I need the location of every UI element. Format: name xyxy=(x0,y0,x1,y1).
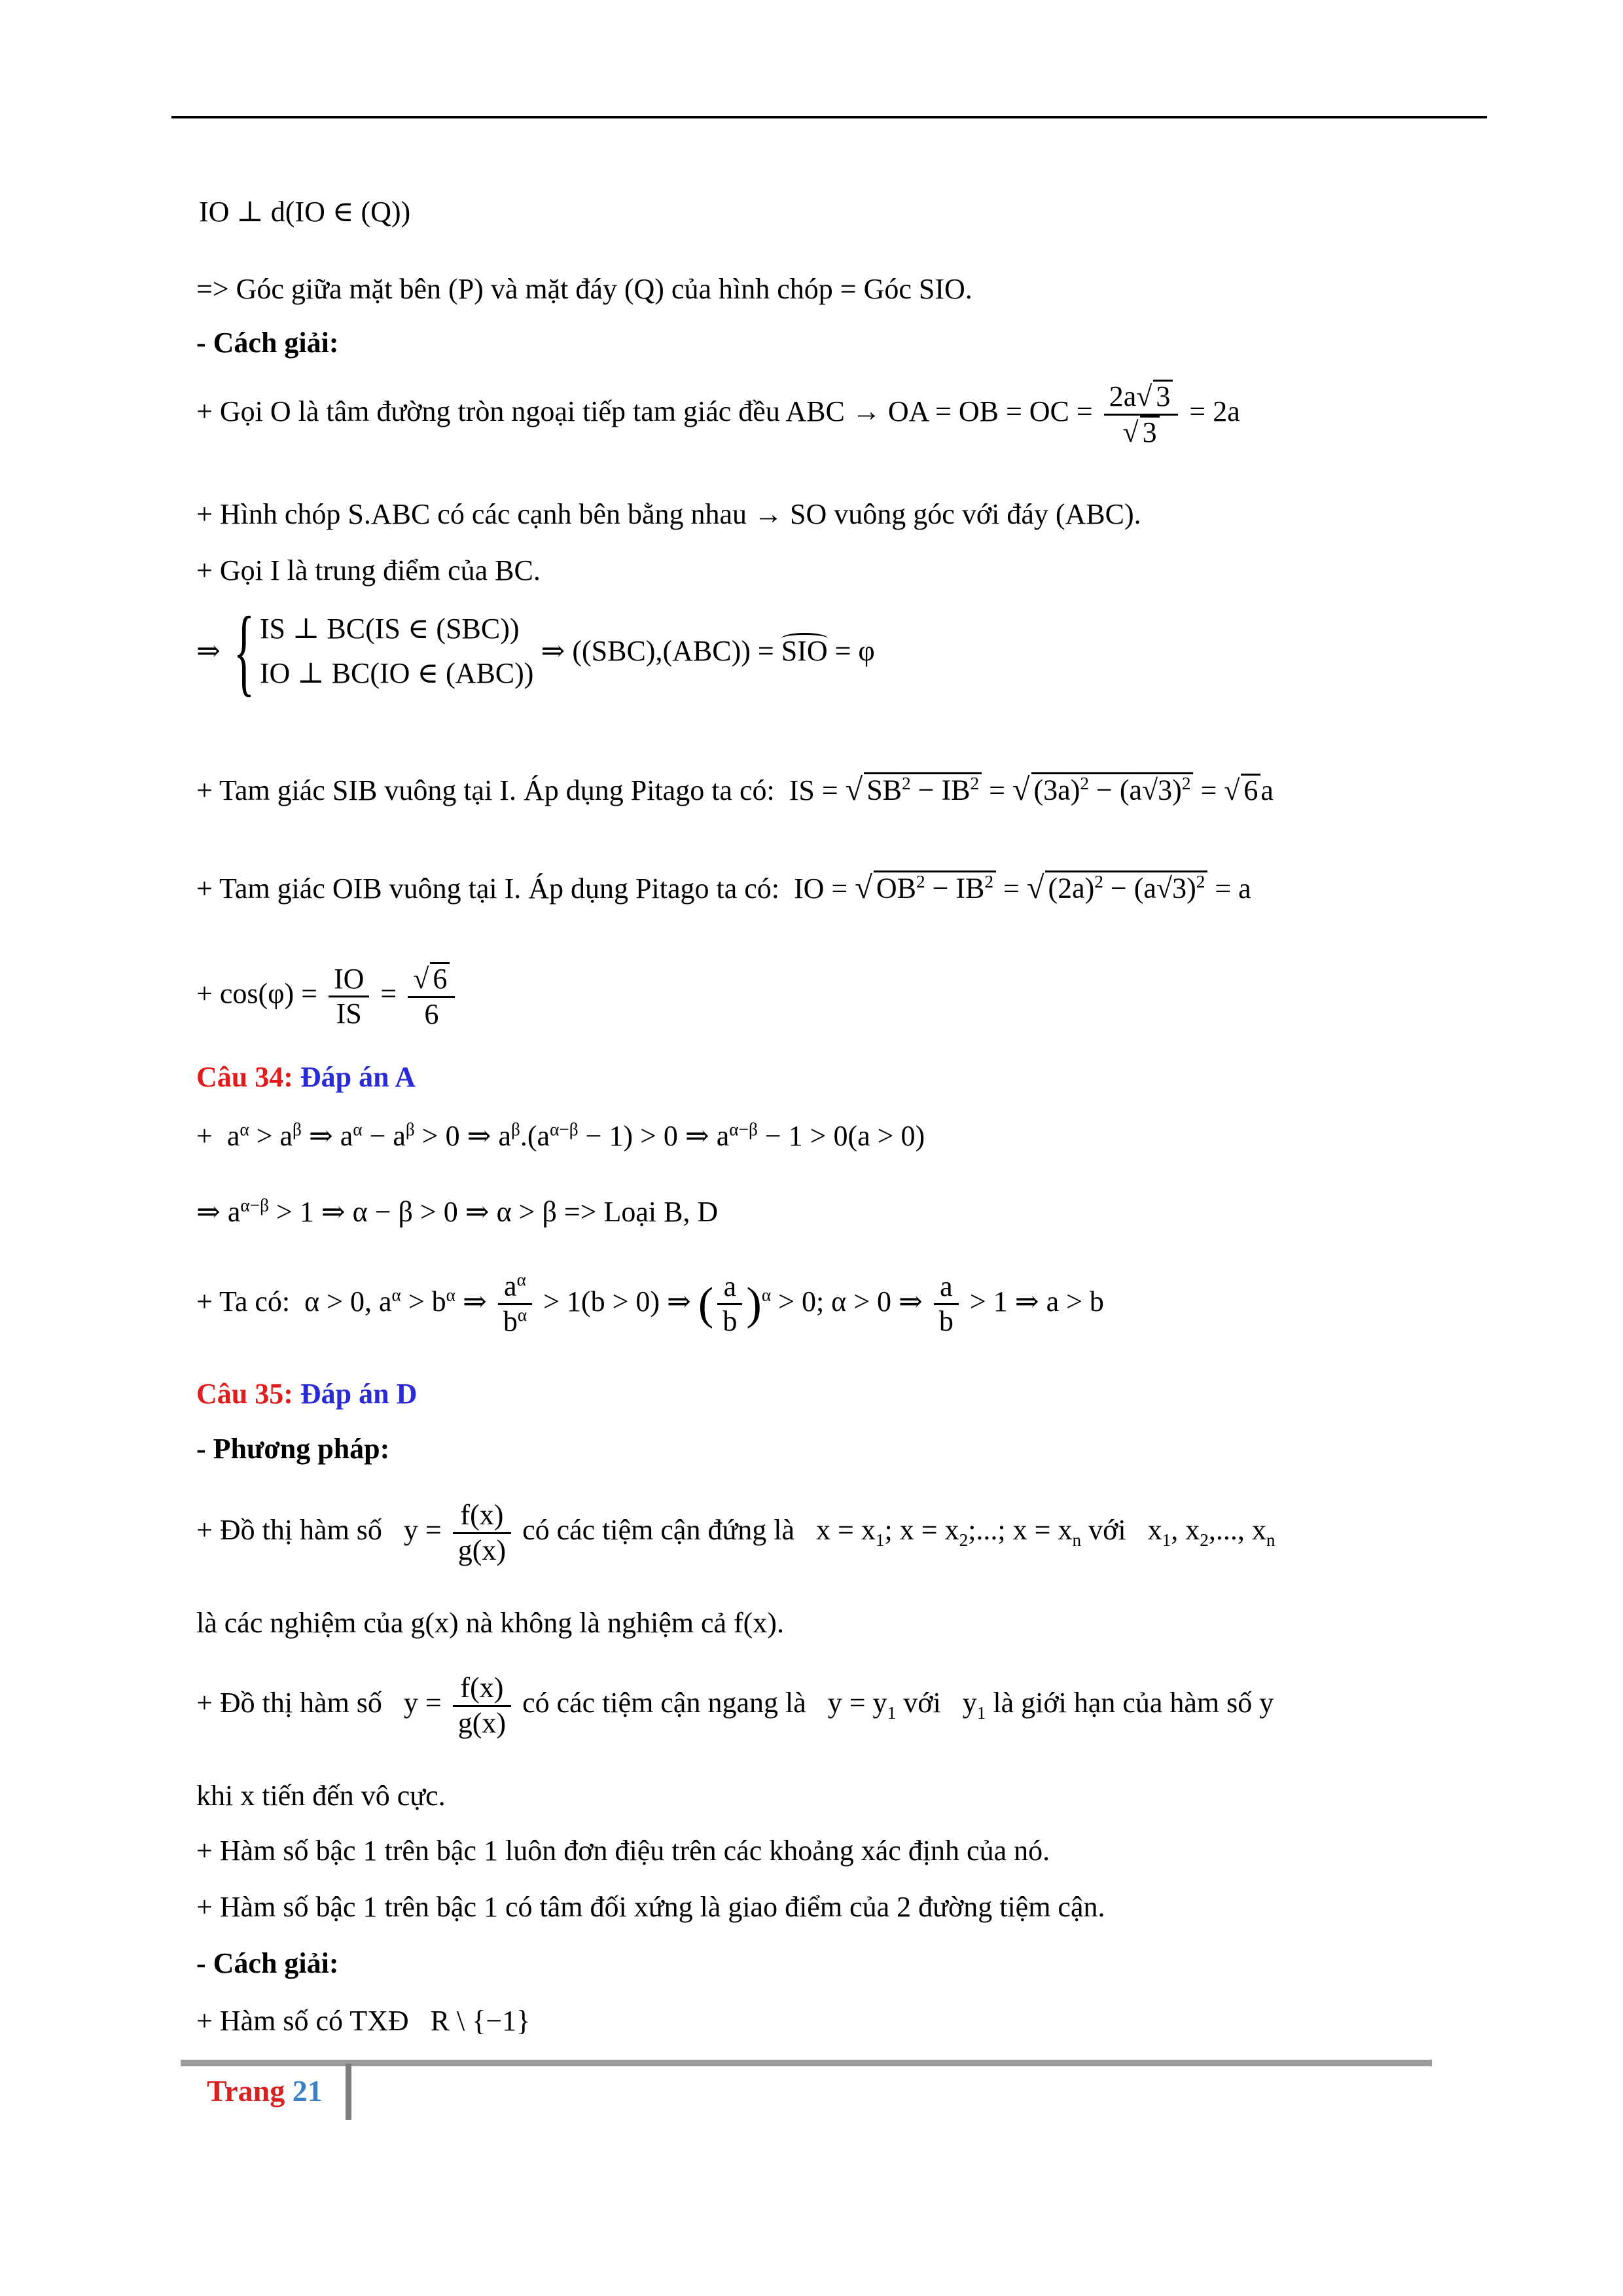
line-io-perp: IO ⊥ d(IO ∈ (Q)) xyxy=(199,196,411,228)
text-pitago-sib: + Tam giác SIB vuông tại I. Áp dụng Pitago ta có: xyxy=(196,774,775,806)
line-angle-conclusion: => Góc giữa mặt bên (P) và mặt đáy (Q) của hình chóp = Góc SIO. xyxy=(196,273,972,305)
question-35-label: Câu 35: xyxy=(196,1378,300,1410)
page-number-label xyxy=(207,2073,323,2108)
text-voi-1: với xyxy=(1088,1514,1126,1547)
question-34-label: Câu 34: xyxy=(196,1061,300,1093)
question-34-answer: Đáp án A xyxy=(300,1061,416,1093)
heading-cach-giai-1: - Cách giải: xyxy=(196,327,339,359)
line-ta-co: + Ta có: α > 0, $a^\alpha > b^\alpha$ ⇒ $\frac{a^\alpha}{b^\alpha}$ > 1(b > 0) ⇒ ( $\frac{a}{b}$ )$^\alpha$ > 0; α > 0 ⇒ $\frac{a}{b}$ > 1 ⇒ a > b xyxy=(196,1270,1104,1338)
heading-phuong-phap: - Phương pháp: xyxy=(196,1433,390,1465)
line-tiem-can-ngang: + Đồ thị hàm số y = $\frac{f(x)}{g(x)}$ có các tiệm cận ngang là $y = y_1$ với $y_1$ là giới hạn của hàm số y xyxy=(196,1672,1274,1739)
line-txd: + Hàm số có TXĐ R \ {−1} xyxy=(196,2005,531,2037)
line-center-o: + Gọi O là tâm đường tròn ngoại tiếp tam giác đều ABC → OA = OB = OC = $\frac{2a√ 3}{√ 3}$ = 2a xyxy=(196,380,1240,448)
header-rule xyxy=(171,116,1487,118)
footer-rule xyxy=(181,2060,1432,2066)
heading-cach-giai-2: - Cách giải: xyxy=(196,1947,339,1979)
question-35-answer: Đáp án D xyxy=(300,1378,418,1410)
line-exponent-2: ⇒ $a^{\alpha-\beta} > 1$ ⇒ α − β > 0 ⇒ α > β => Loại B, D xyxy=(196,1195,719,1228)
system-line-1: IS ⊥ BC(IS ∈ (SBC)) xyxy=(259,612,520,645)
system-result: ⇒ ((SBC),(ABC)) = xyxy=(541,634,781,667)
text-tiem-can-dung: có các tiệm cận đứng là xyxy=(522,1514,795,1547)
line-tiem-can-dung: + Đồ thị hàm số y = $\frac{f(x)}{g(x)}$ có các tiệm cận đứng là $x = x_1$; $x = x_2$;...; $x = x_n$ với $x_1$, $x_2$,..., $x_n$ xyxy=(196,1499,1275,1566)
text-ta-co: + Ta có: xyxy=(196,1285,291,1318)
text-cos-phi: + cos(φ) = xyxy=(196,977,317,1010)
line-midpoint-i: + Gọi I là trung điểm của BC. xyxy=(196,554,541,586)
text-do-thi-1: + Đồ thị hàm số xyxy=(196,1514,382,1547)
line-nghiem: là các nghiệm của g(x) nà không là nghiệm cả f(x). xyxy=(196,1607,784,1639)
text-txd: + Hàm số có TXĐ xyxy=(196,2005,409,2037)
system-phi: = φ xyxy=(827,634,875,667)
footer-divider xyxy=(346,2064,351,2120)
question-34-heading xyxy=(196,1062,416,1093)
line-exponent-1: + $a^\alpha > a^\beta$ ⇒ $a^\alpha - a^\beta > 0$ ⇒ $a^\beta.(a^{\alpha-\beta} - 1) > 0$ ⇒ $a^{\alpha-\beta} - 1 > 0(a > 0)$ xyxy=(196,1119,925,1152)
text-do-thi-2: + Đồ thị hàm số xyxy=(196,1687,382,1719)
line-pitago-sib: + Tam giác SIB vuông tại I. Áp dụng Pitago ta có: IS = √ $SB^2 - IB^2$ = √ $(3a)^2 - (a√3)^2$ = √ 6a xyxy=(196,772,1274,807)
text-tiem-can-ngang: có các tiệm cận ngang là xyxy=(522,1687,806,1719)
question-35-heading xyxy=(196,1378,417,1410)
line-don-dieu: + Hàm số bậc 1 trên bậc 1 luôn đơn điệu trên các khoảng xác định của nó. xyxy=(196,1835,1050,1867)
line-system: ⇒ { IS ⊥ BC(IS ∈ (SBC)) IO ⊥ BC(IO ∈ (ABC)) ⇒ ((SBC),(ABC)) = SIO = φ xyxy=(196,597,875,706)
line-pitago-oib: + Tam giác OIB vuông tại I. Áp dụng Pitago ta có: IO = √ $OB^2 - IB^2$ = √ $(2a)^2 - (a√3)^2 = a$ xyxy=(196,870,1251,905)
line-tam-doi-xung: + Hàm số bậc 1 trên bậc 1 có tâm đối xứng là giao điểm của 2 đường tiệm cận. xyxy=(196,1891,1105,1923)
line-cos-phi: + cos(φ) = $\frac{IO}{IS}$ = $\frac{√ 6}{6}$ xyxy=(196,962,459,1031)
page-number: 21 xyxy=(292,2074,323,2108)
system-line-2: IO ⊥ BC(IO ∈ (ABC)) xyxy=(259,657,534,689)
text-pitago-oib: + Tam giác OIB vuông tại I. Áp dụng Pitago ta có: xyxy=(196,872,779,905)
text-center-o: + Gọi O là tâm đường tròn ngoại tiếp tam giác đều ABC xyxy=(196,395,845,428)
text-voi-2: với xyxy=(903,1687,941,1719)
page-label-text: Trang xyxy=(207,2074,285,2108)
line-vo-cuc: khi x tiến đến vô cực. xyxy=(196,1780,446,1812)
line-pyramid-edges: + Hình chóp S.ABC có các cạnh bên bằng nhau → SO vuông góc với đáy (ABC). xyxy=(196,498,1141,530)
text-gioi-han: là giới hạn của hàm số y xyxy=(993,1687,1274,1719)
